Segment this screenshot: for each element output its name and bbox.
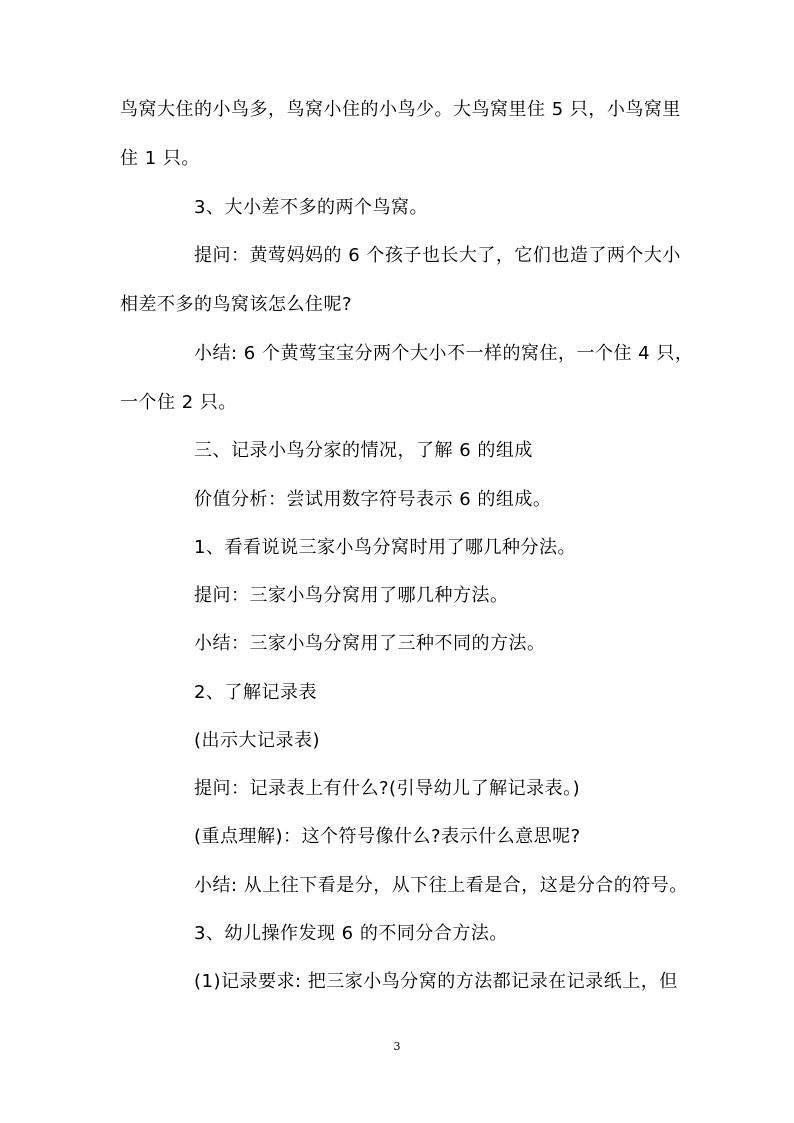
section-heading: 3、大小差不多的两个鸟窝。 <box>194 197 428 218</box>
paragraph-line: (重点理解)：这个符号像什么?表示什么意思呢? <box>194 826 581 847</box>
paragraph-line: 住 1 只。 <box>120 148 200 169</box>
paragraph-line: (1)记录要求: 把三家小鸟分窝的方法都记录在记录纸上，但 <box>194 971 678 992</box>
paragraph-line: 小结：三家小鸟分窝用了三种不同的方法。 <box>194 633 546 654</box>
paragraph-line: 小结: 从上往下看是分，从下往上看是合，这是分合的符号。 <box>194 875 688 896</box>
page-number: 3 <box>393 1040 401 1053</box>
section-heading: 三、记录小鸟分家的情况，了解 6 的组成 <box>194 440 533 461</box>
paragraph-line: 鸟窝大住的小鸟多，鸟窝小住的小鸟少。大鸟窝里住 5 只，小鸟窝里 <box>120 99 681 120</box>
section-heading: 1、看看说说三家小鸟分窝时用了哪几种分法。 <box>194 537 576 558</box>
section-heading: 2、了解记录表 <box>194 682 317 703</box>
paragraph-line: (出示大记录表) <box>194 730 321 751</box>
section-heading: 3、幼儿操作发现 6 的不同分合方法。 <box>194 923 508 944</box>
paragraph-line: 提问：三家小鸟分窝用了哪几种方法。 <box>194 585 509 606</box>
paragraph-line: 价值分析：尝试用数字符号表示 6 的组成。 <box>194 489 552 510</box>
paragraph-line: 小结: 6 个黄莺宝宝分两个大小不一样的窝住，一个住 4 只， <box>194 343 694 364</box>
paragraph-line: 一个住 2 只。 <box>120 392 237 413</box>
paragraph-line: 相差不多的鸟窝该怎么住呢? <box>120 294 353 315</box>
paragraph-line: 提问：黄莺妈妈的 6 个孩子也长大了，它们也造了两个大小 <box>194 245 681 266</box>
paragraph-line: 提问：记录表上有什么?(引导幼儿了解记录表。) <box>194 778 581 799</box>
